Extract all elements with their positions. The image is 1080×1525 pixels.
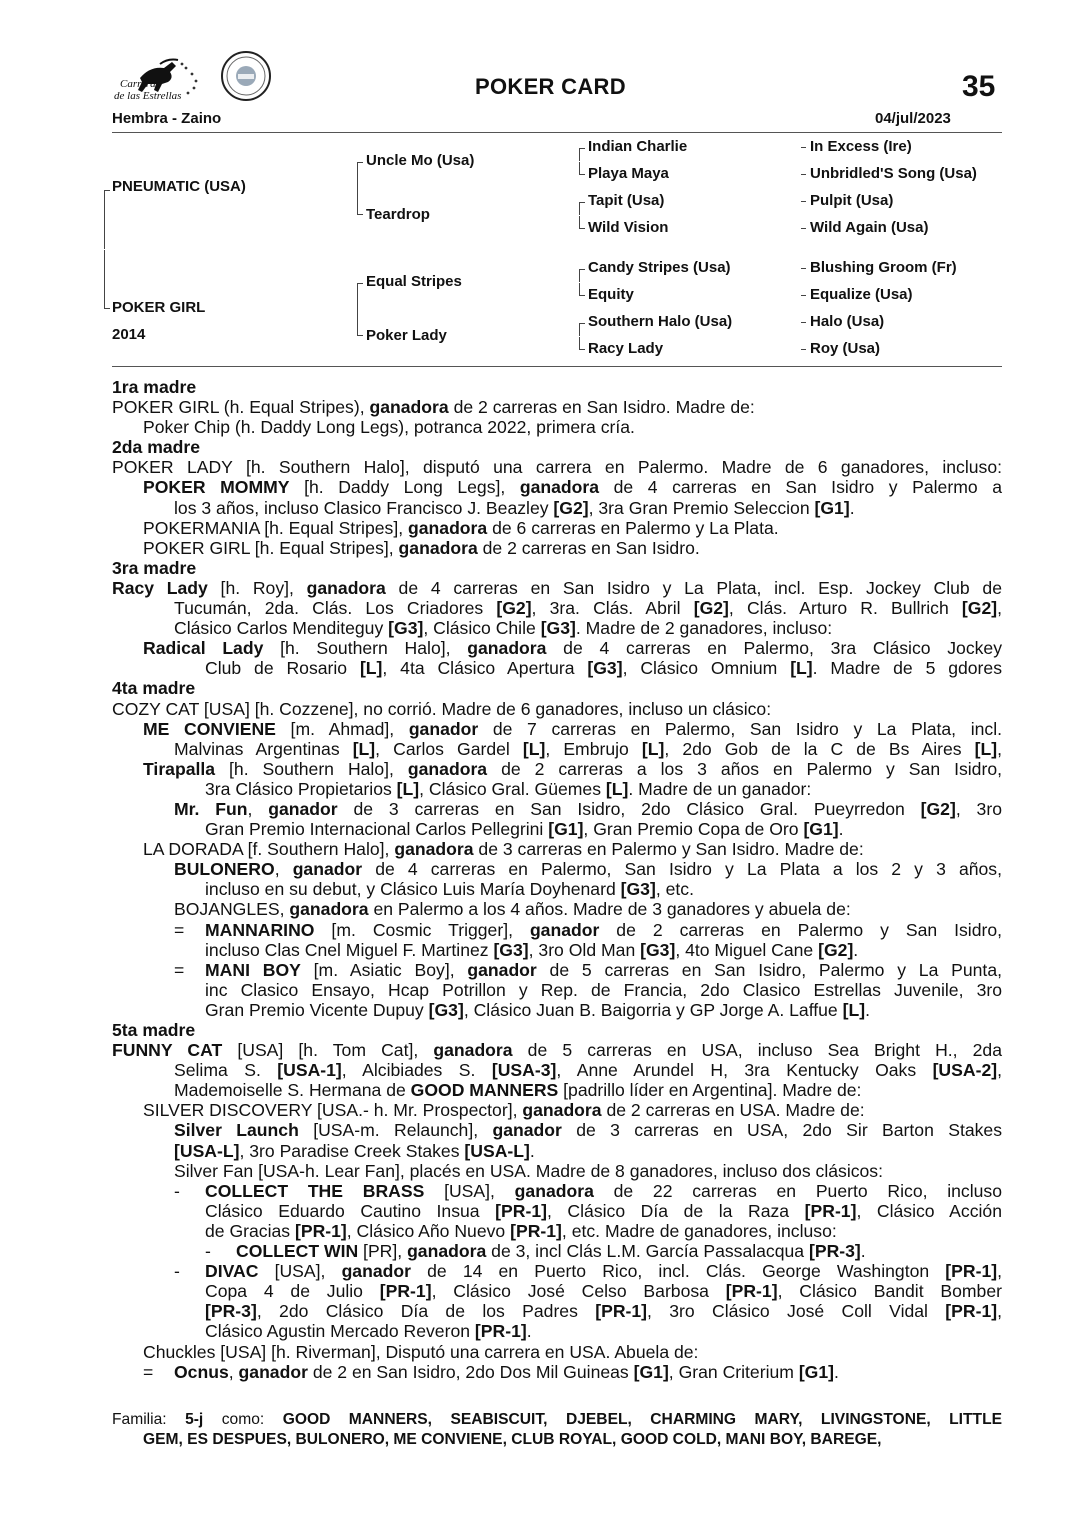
logo-text: Carreras — [120, 78, 160, 90]
bold-text: 5ta madre — [112, 1020, 196, 1040]
bold-text: Racy Lady — [112, 577, 208, 598]
record-line — [112, 920, 1002, 940]
bold-text: [G3] — [388, 618, 424, 639]
bold-text: [L] — [641, 738, 665, 759]
bold-text: [G3] — [428, 999, 464, 1020]
bold-text: ganadora — [408, 517, 488, 538]
gen4-name: Wild Again (Usa) — [810, 219, 929, 236]
text: , — [997, 1301, 1002, 1322]
text: Clásico Agustin Mercado Reveron — [205, 1321, 475, 1342]
gen3-name: Southern Halo (Usa) — [588, 313, 733, 330]
text: , Clásico Día de la Raza — [546, 1200, 805, 1221]
bold-text: [G1] — [814, 497, 850, 518]
text: [h. Southern Halo], — [215, 758, 408, 779]
record-line — [112, 940, 1002, 960]
bold-text: [USA-2] — [932, 1060, 998, 1081]
text: de 2 carreras en USA. Madre de: — [601, 1100, 865, 1121]
produce-record — [112, 377, 1002, 1382]
gen4-name: Equalize (Usa) — [810, 286, 913, 303]
bold-text: [PR-3] — [205, 1301, 257, 1322]
family-names: GOOD MANNERS, SEABISCUIT, DJEBEL, CHARMING MARY, LIVINGSTONE, LITTLE — [282, 1411, 1002, 1428]
bold-text: [L] — [790, 658, 813, 679]
record-line — [112, 1221, 1002, 1241]
record-line — [112, 1241, 1002, 1261]
dam: POKER GIRL — [112, 299, 206, 316]
gen4-name: In Excess (Ire) — [810, 138, 912, 155]
text: , Clásico Juan B. Baigorria y GP Jorge A. Laffue — [463, 999, 843, 1020]
bold-text: ganadora — [407, 758, 488, 779]
bold-text: [PR-1] — [595, 1301, 648, 1322]
gen3-name: Indian Charlie — [588, 138, 688, 155]
sex-coat: Hembra - Zaino — [112, 110, 222, 127]
dam-dam: Poker Lady — [366, 327, 447, 344]
text: incluso Clas Cnel Miguel F. Martinez — [205, 939, 494, 960]
text: de 6 carreras en Palermo y La Plata. — [487, 517, 779, 538]
line-marker: = — [174, 919, 185, 940]
text: [m. Ahmad], — [275, 718, 409, 739]
text: , — [274, 859, 293, 880]
bold-text: [G2] — [920, 798, 956, 819]
bold-text: ganador — [529, 919, 600, 940]
record-line — [112, 1120, 1002, 1140]
gen3-name: Wild Vision — [588, 219, 669, 236]
gen3-name: Candy Stripes (Usa) — [588, 259, 731, 276]
record-line — [112, 1201, 1002, 1221]
gen4-name: Halo (Usa) — [810, 313, 885, 330]
bold-text: [L] — [352, 738, 376, 759]
text: de 2 carreras en San Isidro. Madre de: — [448, 397, 755, 418]
family-label: Familia: — [112, 1411, 186, 1428]
bold-text: [L] — [396, 778, 420, 799]
text: Club de Rosario — [205, 658, 360, 679]
text: los 3 años, incluso Clasico Francisco J. Beazley — [174, 497, 554, 518]
text: , Carlos Gardel — [375, 738, 523, 759]
bold-text: [G1] — [633, 1361, 669, 1382]
text: . Madre de 2 ganadores, incluso: — [575, 618, 833, 639]
text: SILVER DISCOVERY [USA.- h. Mr. Prospector], — [143, 1100, 523, 1121]
gen3-name: Playa Maya — [588, 165, 669, 182]
bold-text: Mr. Fun — [174, 798, 248, 819]
text: Selima S. — [174, 1060, 278, 1081]
text: [h. Daddy Long Legs], — [289, 477, 520, 498]
record-line — [112, 1362, 1002, 1382]
text: , Clásico Bandit Bomber — [777, 1281, 1002, 1302]
text: Gran Premio Internacional Carlos Pellegrini — [205, 819, 549, 840]
gen4-name: Pulpit (Usa) — [810, 192, 894, 209]
bold-text: [USA-L] — [464, 1140, 530, 1161]
text: , etc. — [655, 879, 694, 900]
text: [PR], — [358, 1241, 408, 1262]
record-line — [112, 699, 1002, 719]
record-line — [112, 1301, 1002, 1321]
bold-text: ganadora — [398, 537, 478, 558]
text: Copa 4 de Julio — [205, 1281, 380, 1302]
text: . Madre de un ganador: — [628, 778, 812, 799]
text: , 3ra Gran Premio Seleccion — [588, 497, 815, 518]
bold-text: ganador — [467, 959, 537, 980]
bold-text: 3ra madre — [112, 557, 197, 578]
text: [m. Asiatic Boy], — [300, 959, 468, 980]
text: , etc. Madre de ganadores, incluso: — [561, 1220, 837, 1241]
bold-text: ganadora — [407, 1241, 487, 1262]
bold-text: ganadora — [519, 477, 600, 498]
text: Silver Fan [USA-h. Lear Fan], placés en USA. Madre de 8 ganadores, incluso dos clásicos: — [174, 1160, 883, 1181]
dam-sire: Equal Stripes — [366, 273, 462, 290]
text: . — [529, 1140, 535, 1161]
text: de 3 carreras en Palermo y San Isidro. Madre de: — [473, 839, 864, 860]
bold-text: [G3] — [493, 939, 529, 960]
text: , Clás. Arturo R. Bullrich — [728, 598, 962, 619]
text: , Clásico Gral. Güemes — [419, 778, 606, 799]
text: [padrillo líder en Argentina]. Madre de: — [558, 1080, 862, 1101]
bold-text: [PR-1] — [510, 1220, 562, 1241]
record-line — [112, 1342, 1002, 1362]
record-line — [112, 618, 1002, 638]
text: de 7 carreras en Palermo, San Isidro y La Plata, incl. — [478, 718, 1002, 739]
text: de 2 carreras a los 3 años en Palermo y San Isidro, — [487, 758, 1003, 779]
text: , 4to Miguel Cane — [675, 939, 819, 960]
text: POKER GIRL [h. Equal Stripes], — [143, 537, 399, 558]
record-line — [112, 1060, 1002, 1080]
bold-text: [L] — [522, 738, 546, 759]
bold-text: COLLECT THE BRASS — [205, 1180, 425, 1201]
bold-text: 4ta madre — [112, 678, 196, 699]
text: , — [997, 598, 1002, 619]
bold-text: ganadora — [514, 1180, 594, 1201]
line-marker: - — [174, 1261, 180, 1282]
bold-text: ganadora — [394, 839, 474, 860]
text: , Anne Arundel H, 3ra Kentucky Oaks — [556, 1060, 933, 1081]
gen3-name: Racy Lady — [588, 340, 664, 357]
section-heading — [112, 558, 1002, 578]
text: de 3 carreras en San Isidro, 2do Clásico Gral. Pueyrredon — [337, 798, 921, 819]
birth-year: 2014 — [112, 326, 146, 343]
bold-text: ganador — [341, 1261, 411, 1282]
bold-text: 2da madre — [112, 437, 201, 458]
text: POKERMANIA [h. Equal Stripes], — [143, 517, 408, 538]
text: Malvinas Argentinas — [174, 738, 353, 759]
section-heading — [112, 377, 1002, 397]
record-line — [112, 638, 1002, 658]
record-line — [112, 498, 1002, 518]
text: . — [860, 1241, 866, 1262]
bold-text: [L] — [605, 778, 629, 799]
text: de 4 carreras en Palermo, 3ra Clásico Jockey — [546, 638, 1003, 659]
record-line — [112, 1040, 1002, 1060]
record-line — [112, 1261, 1002, 1281]
pedigree-rule — [112, 366, 1002, 367]
record-line — [112, 538, 1002, 558]
family-como: como: — [203, 1411, 283, 1428]
bold-text: ganador — [238, 1361, 308, 1382]
text: de 14 en Puerto Rico, incl. Clás. George Washington — [410, 1261, 946, 1282]
text: de Gracias — [205, 1220, 295, 1241]
text: Chuckles [USA] [h. Riverman], Disputó una carrera en USA. Abuela de: — [143, 1341, 699, 1362]
text: de 4 carreras en San Isidro y Palermo a — [599, 477, 1002, 498]
text: [h. Roy], — [207, 577, 307, 598]
record-line — [112, 578, 1002, 598]
text: LA DORADA [f. Southern Halo], — [143, 839, 395, 860]
text: Clásico Carlos Menditeguy — [174, 618, 389, 639]
text: [USA], — [258, 1261, 342, 1282]
bold-text: GOOD MANNERS — [410, 1080, 559, 1101]
line-marker: - — [205, 1241, 211, 1262]
text: , — [997, 738, 1002, 759]
text: [m. Cosmic Trigger], — [314, 919, 530, 940]
record-line — [112, 819, 1002, 839]
sire-sire: Uncle Mo (Usa) — [366, 152, 475, 169]
text: . — [865, 999, 870, 1020]
bold-text: COLLECT WIN — [236, 1241, 359, 1262]
text: , Clásico Año Nuevo — [346, 1220, 511, 1241]
text: , Alcibiades S. — [341, 1060, 492, 1081]
text: Tucumán, 2da. Clás. Los Criadores — [174, 598, 497, 619]
bold-text: ganador — [408, 718, 479, 739]
record-line — [112, 799, 1002, 819]
text: de 3, incl Clás L.M. García Passalacqua — [486, 1241, 809, 1262]
catalog-date: 04/jul/2023 — [875, 110, 951, 127]
bold-text: [PR-1] — [945, 1301, 998, 1322]
text: . Madre de 5 gdores — [812, 658, 1003, 679]
text: incluso en su debut, y Clásico Luis María Doyhenard — [205, 879, 621, 900]
text: . — [838, 819, 844, 840]
text: 3ra Clásico Propietarios — [205, 778, 397, 799]
line-marker: = — [174, 959, 185, 980]
section-heading — [112, 1020, 1002, 1040]
record-line — [112, 1000, 1002, 1020]
bold-text: [PR-1] — [474, 1321, 527, 1342]
record-line — [112, 518, 1002, 538]
bold-text: ganadora — [522, 1100, 602, 1121]
gen3-name: Equity — [588, 286, 634, 303]
text: Clásico Eduardo Cautino Insua — [205, 1200, 496, 1221]
record-line — [112, 719, 1002, 739]
record-line — [112, 417, 1002, 437]
catalog-number: 35 — [962, 70, 996, 103]
pedigree — [0, 0, 1080, 370]
record-line — [112, 879, 1002, 899]
text: inc Clasico Ensayo, Hcap Potrillon y Rep. de Francia, 2do Clasico Estrellas Juvenile, 3ro — [205, 979, 1002, 1000]
bold-text: [USA-L] — [174, 1140, 240, 1161]
line-marker: = — [143, 1361, 154, 1382]
text: , — [247, 798, 269, 819]
family-line — [112, 1430, 1002, 1450]
text: de 22 carreras en Puerto Rico, incluso — [593, 1180, 1002, 1201]
bold-text: [L] — [359, 658, 383, 679]
bold-text: Ocnus — [174, 1361, 229, 1382]
text: de 2 en San Isidro, 2do Dos Mil Guineas — [307, 1361, 634, 1382]
gen3-name: Tapit (Usa) — [588, 192, 665, 209]
bold-text: [PR-1] — [804, 1200, 857, 1221]
record-line — [112, 739, 1002, 759]
record-line — [112, 899, 1002, 919]
sire: PNEUMATIC (USA) — [112, 178, 246, 195]
section-heading — [112, 678, 1002, 698]
text: COZY CAT [USA] [h. Cozzene], no corrió. Madre de 6 ganadores, incluso un clásico: — [112, 698, 772, 719]
text: BOJANGLES, — [174, 899, 290, 920]
record-line — [112, 397, 1002, 417]
text: , 2do Clásico Día de los Padres — [256, 1301, 596, 1322]
bold-text: FUNNY CAT — [112, 1040, 223, 1061]
text: , — [228, 1361, 239, 1382]
record-line — [112, 839, 1002, 859]
bold-text: [PR-1] — [294, 1220, 347, 1241]
record-line — [112, 598, 1002, 618]
bold-text: ganadora — [289, 899, 369, 920]
record-line — [112, 980, 1002, 1000]
text: de 2 carreras en Palermo y San Isidro, — [599, 919, 1003, 940]
sire-dam: Teardrop — [366, 206, 430, 223]
bold-text: Silver Launch — [174, 1120, 299, 1141]
gen4-name: Roy (Usa) — [810, 340, 881, 357]
text: en Palermo a los 4 años. Madre de 3 ganadores y abuela de: — [368, 899, 851, 920]
text: . — [849, 497, 855, 518]
bold-text: MANNARINO — [205, 919, 315, 940]
record-line — [112, 1161, 1002, 1181]
logo-text: de las Estrellas — [114, 90, 182, 102]
gen4-name: Unbridled'S Song (Usa) — [810, 165, 977, 182]
record-line — [112, 1080, 1002, 1100]
bold-text: [G3] — [540, 618, 576, 639]
bold-text: ganador — [268, 798, 338, 819]
bold-text: [PR-1] — [495, 1200, 547, 1221]
record-line — [112, 1181, 1002, 1201]
bold-text: BULONERO — [174, 859, 275, 880]
bold-text: DIVAC — [205, 1261, 259, 1282]
bold-text: ganador — [292, 859, 363, 880]
family-footer — [112, 1410, 1002, 1450]
text: , Clásico Chile — [423, 618, 541, 639]
bold-text: [G3] — [620, 879, 656, 900]
text: de 5 carreras en San Isidro, Palermo y La Punta, — [536, 959, 1002, 980]
text: , 3ro — [955, 798, 1002, 819]
bold-text: POKER MOMMY — [143, 477, 290, 498]
text: . — [834, 1361, 839, 1382]
record-line — [112, 1321, 1002, 1341]
bold-text: [PR-1] — [945, 1261, 998, 1282]
text: , 3ra. Clás. Abril — [531, 598, 694, 619]
bold-text: [USA-3] — [491, 1060, 557, 1081]
record-line — [112, 859, 1002, 879]
text: de 4 carreras en Palermo, San Isidro y La Plata a los 2 y 3 años, — [362, 859, 1002, 880]
record-line — [112, 1281, 1002, 1301]
bold-text: [G1] — [548, 819, 584, 840]
bold-text: ganador — [492, 1120, 562, 1141]
text: POKER LADY [h. Southern Halo], disputó una carrera en Palermo. Madre de 6 ganadores, incluso: — [112, 457, 1002, 478]
text: , — [997, 1060, 1002, 1081]
bold-text: [PR-1] — [379, 1281, 432, 1302]
text: , Clásico Acción — [856, 1200, 1002, 1221]
record-line — [112, 1141, 1002, 1161]
bold-text: Radical Lady — [143, 638, 264, 659]
horse-name-title: POKER CARD — [475, 74, 626, 99]
family-line — [112, 1410, 1002, 1430]
text: POKER GIRL (h. Equal Stripes), — [112, 397, 370, 418]
bold-text: [PR-3] — [808, 1241, 861, 1262]
bold-text: [G1] — [798, 1361, 835, 1382]
bold-text: MANI BOY — [205, 959, 301, 980]
bold-text: ganadora — [369, 397, 449, 418]
text: , Clásico Omnium — [622, 658, 791, 679]
bold-text: Tirapalla — [143, 758, 216, 779]
bold-text: ME CONVIENE — [143, 718, 276, 739]
record-line — [112, 779, 1002, 799]
record-line — [112, 960, 1002, 980]
text: Gran Premio Vicente Dupuy — [205, 999, 429, 1020]
section-heading — [112, 437, 1002, 457]
text: de 5 carreras en USA, incluso Sea Bright H., 2da — [512, 1040, 1003, 1061]
text: , 3ro Old Man — [528, 939, 641, 960]
bold-text: [L] — [842, 999, 866, 1020]
text: , 3ro Clásico José Coll Vidal — [647, 1301, 946, 1322]
text: , — [997, 1261, 1002, 1282]
text: . — [526, 1321, 532, 1342]
bold-text: [G1] — [803, 819, 839, 840]
text: [USA], — [424, 1180, 515, 1201]
bold-text: [G2] — [961, 598, 998, 619]
record-line — [112, 759, 1002, 779]
family-names: GEM, ES DESPUES, BULONERO, ME CONVIENE, CLUB ROYAL, GOOD COLD, MANI BOY, BAREGE, — [143, 1431, 882, 1449]
record-line — [112, 457, 1002, 477]
text: , Embrujo — [545, 738, 642, 759]
text: . — [853, 939, 859, 960]
text: Poker Chip (h. Daddy Long Legs), potranca 2022, primera cría. — [143, 417, 635, 438]
bold-text: 1ra madre — [112, 377, 197, 397]
text: de 2 carreras en San Isidro. — [477, 537, 700, 558]
bold-text: ganadora — [433, 1040, 513, 1061]
line-marker: - — [174, 1180, 180, 1201]
bold-text: [PR-1] — [725, 1281, 778, 1302]
bold-text: [G2] — [693, 598, 729, 619]
family-number: 5-j — [185, 1411, 204, 1428]
bold-text: ganadora — [467, 638, 547, 659]
bold-text: [L] — [974, 738, 998, 759]
text: Mademoiselle S. Hermana de — [174, 1080, 411, 1101]
text: , Gran Criterium — [668, 1361, 799, 1382]
bold-text: [USA-1] — [277, 1060, 342, 1081]
text: de 4 carreras en San Isidro y La Plata, incl. Esp. Jockey Club de — [385, 577, 1002, 598]
text: , Clásico José Celso Barbosa — [431, 1281, 726, 1302]
text: [USA-m. Relaunch], — [298, 1120, 493, 1141]
bold-text: [G2] — [818, 939, 854, 960]
text: [h. Southern Halo], — [263, 638, 468, 659]
text: , 2do Gob de la C de Bs Aires — [664, 738, 975, 759]
record-line — [112, 477, 1002, 497]
gen4-name: Blushing Groom (Fr) — [810, 259, 957, 276]
bold-text: [G3] — [587, 658, 623, 679]
bold-text: [G2] — [496, 598, 532, 619]
record-line — [112, 1100, 1002, 1120]
record-line — [112, 658, 1002, 678]
text: , Gran Premio Copa de Oro — [583, 819, 804, 840]
bold-text: ganadora — [306, 577, 386, 598]
bold-text: [G3] — [640, 939, 676, 960]
text: , 3ro Paradise Creek Stakes — [239, 1140, 465, 1161]
text: , 4ta Clásico Apertura — [382, 658, 588, 679]
text: de 3 carreras en USA, 2do Sir Barton Stakes — [561, 1120, 1002, 1141]
bold-text: [G2] — [553, 497, 589, 518]
text: [USA] [h. Tom Cat], — [222, 1040, 434, 1061]
